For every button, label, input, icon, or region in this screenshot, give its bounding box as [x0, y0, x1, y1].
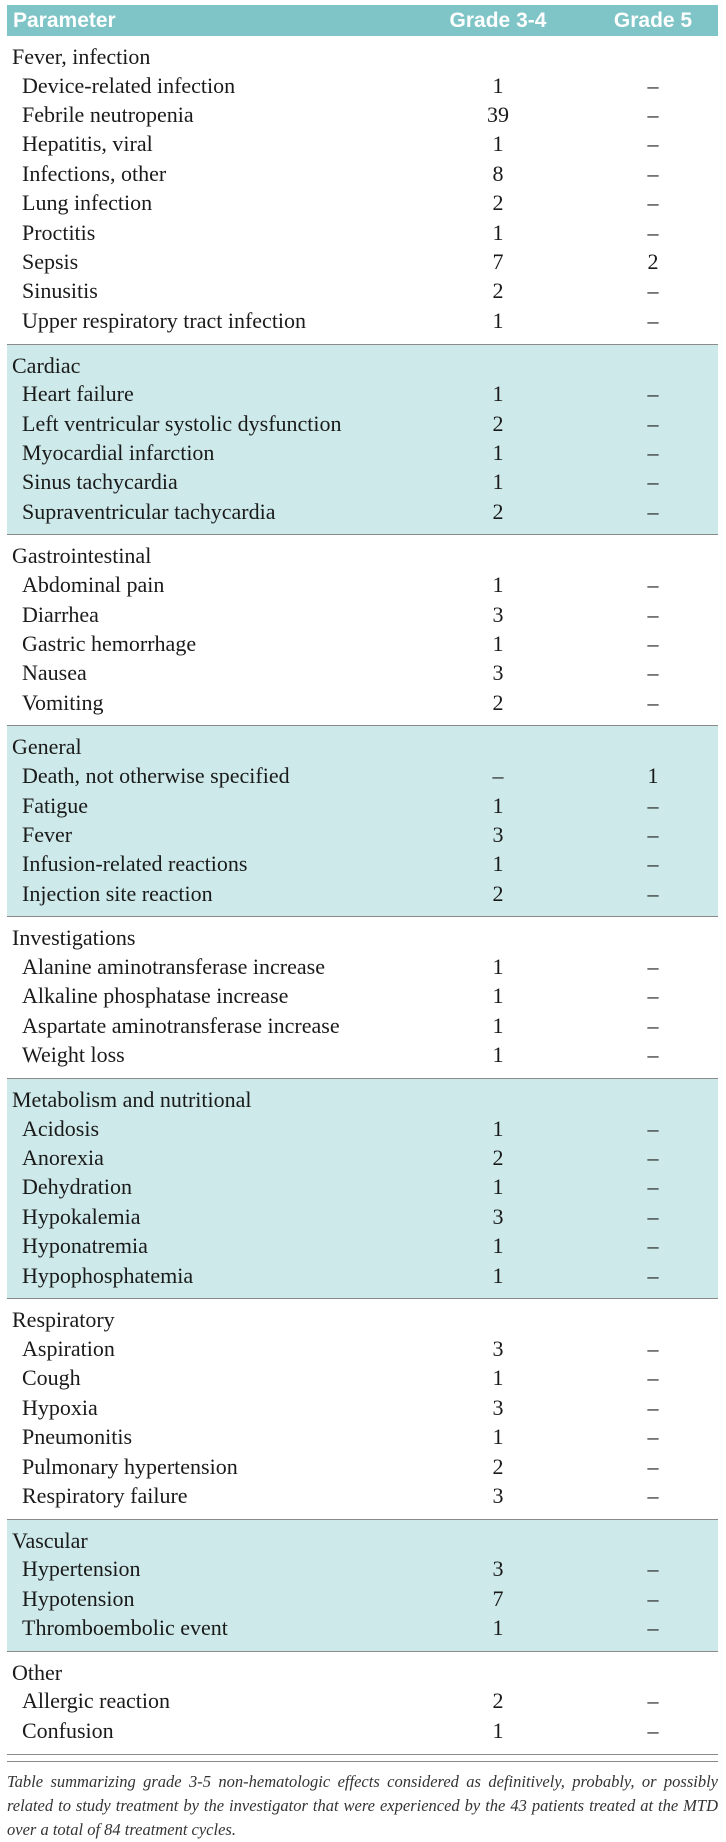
- grade-5-cell: –: [647, 1335, 659, 1361]
- table-row: [7, 570, 718, 599]
- table-row: [7, 1393, 718, 1422]
- table-row: [7, 761, 718, 790]
- parameter-cell: Device-related infection: [22, 72, 236, 98]
- adverse-events-table: [7, 0, 718, 1842]
- parameter-cell: Left ventricular systolic dysfunction: [22, 410, 342, 436]
- grade-5-cell: –: [647, 1556, 659, 1582]
- category-group: [7, 726, 718, 917]
- grade-3-4-cell: 1: [492, 1424, 504, 1450]
- grade-3-4-cell: 39: [487, 102, 509, 128]
- table-row: [7, 791, 718, 820]
- category-group: [7, 917, 718, 1079]
- grade-5-cell: –: [647, 102, 659, 128]
- category-group: [7, 1652, 718, 1755]
- table-row: [7, 247, 718, 276]
- parameter-cell: Supraventricular tachycardia: [22, 498, 276, 524]
- parameter-cell: Anorexia: [22, 1145, 104, 1171]
- category-title: Cardiac: [12, 352, 81, 378]
- parameter-cell: Sepsis: [22, 249, 79, 275]
- grade-3-4-cell: 1: [492, 469, 504, 495]
- parameter-cell: Pulmonary hypertension: [22, 1453, 238, 1479]
- grade-3-4-cell: 1: [492, 983, 504, 1009]
- table-row: [7, 982, 718, 1011]
- grade-3-4-cell: 2: [492, 689, 504, 715]
- grade-3-4-cell: 3: [492, 1556, 504, 1582]
- table-row: [7, 629, 718, 658]
- category-title: Investigations: [12, 925, 136, 951]
- grade-5-cell: –: [647, 630, 659, 656]
- table-row: [7, 306, 718, 335]
- grade-5-cell: –: [647, 880, 659, 906]
- table-row: [7, 688, 718, 717]
- grade-3-4-cell: 1: [492, 792, 504, 818]
- grade-3-4-cell: 2: [492, 410, 504, 436]
- category-title: Gastrointestinal: [12, 543, 152, 569]
- grade-5-cell: –: [647, 1365, 659, 1391]
- grade-5-cell: –: [647, 689, 659, 715]
- parameter-cell: Pneumonitis: [22, 1424, 133, 1450]
- grade-3-4-cell: –: [492, 763, 504, 789]
- grade-5-cell: –: [647, 1233, 659, 1259]
- parameter-cell: Fatigue: [22, 792, 88, 818]
- parameter-cell: Infections, other: [22, 160, 167, 186]
- table-row: [7, 1555, 718, 1584]
- parameter-cell: Myocardial infarction: [22, 439, 215, 465]
- parameter-cell: Hepatitis, viral: [22, 131, 153, 157]
- table-row: [7, 468, 718, 497]
- category-title: General: [12, 734, 82, 760]
- grade-5-cell: –: [647, 1145, 659, 1171]
- parameter-cell: Gastric hemorrhage: [22, 630, 197, 656]
- header-parameter: Parameter: [13, 8, 116, 32]
- table-row: [7, 1143, 718, 1172]
- grade-3-4-cell: 1: [492, 1262, 504, 1288]
- table-row: [7, 277, 718, 306]
- grade-5-cell: –: [647, 190, 659, 216]
- grade-3-4-cell: 8: [492, 160, 504, 186]
- table-row: [7, 659, 718, 688]
- grade-3-4-cell: 1: [492, 439, 504, 465]
- table-row: [7, 1364, 718, 1393]
- table-row: [7, 189, 718, 218]
- grade-3-4-cell: 1: [492, 630, 504, 656]
- parameter-cell: Hypoxia: [22, 1394, 98, 1420]
- category-group: [7, 1079, 718, 1299]
- parameter-cell: Hyponatremia: [22, 1233, 148, 1259]
- table-row: [7, 1173, 718, 1202]
- grade-3-4-cell: 3: [492, 1394, 504, 1420]
- grade-3-4-cell: 2: [492, 498, 504, 524]
- parameter-cell: Dehydration: [22, 1174, 132, 1200]
- grade-3-4-cell: 2: [492, 1145, 504, 1171]
- parameter-cell: Respiratory failure: [22, 1482, 188, 1508]
- grade-5-cell: –: [647, 131, 659, 157]
- grade-5-cell: –: [647, 954, 659, 980]
- parameter-cell: Infusion-related reactions: [22, 851, 248, 877]
- grade-5-cell: –: [647, 1042, 659, 1068]
- parameter-cell: Hypotension: [22, 1585, 135, 1611]
- table-body: [7, 36, 718, 1755]
- grade-3-4-cell: 1: [492, 851, 504, 877]
- grade-3-4-cell: 2: [492, 880, 504, 906]
- grade-5-cell: –: [647, 278, 659, 304]
- table-row: [7, 159, 718, 188]
- table-row: [7, 600, 718, 629]
- parameter-cell: Febrile neutropenia: [22, 102, 194, 128]
- grade-3-4-cell: 3: [492, 1335, 504, 1361]
- grade-5-cell: –: [647, 1115, 659, 1141]
- grade-3-4-cell: 2: [492, 190, 504, 216]
- parameter-cell: Heart failure: [22, 381, 134, 407]
- table-row: [7, 1041, 718, 1070]
- grade-5-cell: –: [647, 498, 659, 524]
- grade-3-4-cell: 1: [492, 1042, 504, 1068]
- grade-5-cell: –: [647, 1482, 659, 1508]
- grade-5-cell: –: [647, 660, 659, 686]
- grade-3-4-cell: 1: [492, 131, 504, 157]
- table-row: [7, 952, 718, 981]
- grade-5-cell: 1: [647, 763, 659, 789]
- grade-5-cell: –: [647, 1453, 659, 1479]
- table-row: [7, 1687, 718, 1716]
- category-title: Metabolism and nutritional: [12, 1086, 252, 1112]
- parameter-cell: Nausea: [22, 660, 87, 686]
- grade-5-cell: –: [647, 601, 659, 627]
- parameter-cell: Allergic reaction: [22, 1688, 171, 1714]
- category-group: [7, 535, 718, 726]
- category-title: Respiratory: [12, 1307, 115, 1333]
- table-row: [7, 1114, 718, 1143]
- table-row: [7, 409, 718, 438]
- table-row: [7, 380, 718, 409]
- grade-5-cell: –: [647, 1394, 659, 1420]
- category-group: [7, 36, 718, 345]
- grade-5-cell: –: [647, 469, 659, 495]
- parameter-cell: Abdominal pain: [22, 572, 165, 598]
- table-row: [7, 1452, 718, 1481]
- grade-5-cell: –: [647, 821, 659, 847]
- table-row: [7, 100, 718, 129]
- category-title: Other: [12, 1659, 63, 1685]
- grade-3-4-cell: 1: [492, 1365, 504, 1391]
- grade-5-cell: –: [647, 572, 659, 598]
- table-row: [7, 130, 718, 159]
- grade-3-4-cell: 7: [492, 1585, 504, 1611]
- grade-3-4-cell: 1: [492, 1717, 504, 1743]
- grade-5-cell: –: [647, 410, 659, 436]
- grade-3-4-cell: 1: [492, 1615, 504, 1641]
- grade-3-4-cell: 1: [492, 219, 504, 245]
- grade-5-cell: –: [647, 1012, 659, 1038]
- table-header: [7, 5, 718, 36]
- parameter-cell: Alkaline phosphatase increase: [22, 983, 289, 1009]
- table-caption: Table summarizing grade 3-5 non-hematologic effects considered as definitively, probably, or possibly related to study treatment by the investigator that were experienced by the 43 patients treated at the MTD over a total of 84 treatment cycles.: [7, 1761, 718, 1842]
- grade-5-cell: –: [647, 1585, 659, 1611]
- grade-3-4-cell: 2: [492, 1688, 504, 1714]
- parameter-cell: Aspartate aminotransferase increase: [22, 1012, 340, 1038]
- table-row: [7, 850, 718, 879]
- table-row: [7, 1011, 718, 1040]
- category-title: Fever, infection: [12, 44, 151, 69]
- grade-5-cell: –: [647, 851, 659, 877]
- parameter-cell: Hypophosphatemia: [22, 1262, 194, 1288]
- parameter-cell: Cough: [22, 1365, 81, 1391]
- grade-5-cell: –: [647, 307, 659, 333]
- table-row: [7, 1261, 718, 1290]
- table-row: [7, 1202, 718, 1231]
- grade-3-4-cell: 3: [492, 660, 504, 686]
- grade-5-cell: –: [647, 219, 659, 245]
- header-grade-3-4: Grade 3-4: [449, 8, 547, 32]
- parameter-cell: Upper respiratory tract infection: [22, 307, 307, 333]
- category-group: [7, 1299, 718, 1519]
- parameter-cell: Proctitis: [22, 219, 96, 245]
- table-row: [7, 438, 718, 467]
- grade-3-4-cell: 3: [492, 601, 504, 627]
- grade-3-4-cell: 1: [492, 72, 504, 98]
- table-row: [7, 1584, 718, 1613]
- grade-5-cell: –: [647, 1615, 659, 1641]
- table-row: [7, 820, 718, 849]
- grade-5-cell: –: [647, 381, 659, 407]
- grade-5-cell: –: [647, 160, 659, 186]
- category-group: [7, 1520, 718, 1652]
- parameter-cell: Sinusitis: [22, 278, 98, 304]
- grade-3-4-cell: 1: [492, 381, 504, 407]
- parameter-cell: Acidosis: [22, 1115, 99, 1141]
- parameter-cell: Alanine aminotransferase increase: [22, 954, 325, 980]
- grade-3-4-cell: 2: [492, 1453, 504, 1479]
- table-row: [7, 1232, 718, 1261]
- grade-5-cell: –: [647, 1424, 659, 1450]
- grade-5-cell: –: [647, 439, 659, 465]
- category-group: [7, 345, 718, 536]
- parameter-cell: Fever: [22, 821, 73, 847]
- grade-3-4-cell: 1: [492, 1233, 504, 1259]
- header-grade-5: Grade 5: [613, 8, 693, 32]
- parameter-cell: Diarrhea: [22, 601, 99, 627]
- grade-5-cell: –: [647, 1174, 659, 1200]
- grade-3-4-cell: 1: [492, 954, 504, 980]
- parameter-cell: Sinus tachycardia: [22, 469, 178, 495]
- parameter-cell: Thromboembolic event: [22, 1615, 228, 1641]
- grade-3-4-cell: 1: [492, 1012, 504, 1038]
- grade-3-4-cell: 2: [492, 278, 504, 304]
- parameter-cell: Aspiration: [22, 1335, 115, 1361]
- table-row: [7, 1481, 718, 1510]
- table-row: [7, 497, 718, 526]
- table-row: [7, 879, 718, 908]
- grade-5-cell: –: [647, 72, 659, 98]
- grade-3-4-cell: 7: [492, 249, 504, 275]
- parameter-cell: Injection site reaction: [22, 880, 213, 906]
- table-row: [7, 1334, 718, 1363]
- table-row: [7, 1716, 718, 1745]
- category-title: Vascular: [12, 1527, 88, 1553]
- grade-5-cell: –: [647, 792, 659, 818]
- table-row: [7, 71, 718, 100]
- grade-5-cell: –: [647, 1688, 659, 1714]
- grade-5-cell: –: [647, 1203, 659, 1229]
- grade-5-cell: –: [647, 983, 659, 1009]
- grade-3-4-cell: 3: [492, 1482, 504, 1508]
- parameter-cell: Confusion: [22, 1717, 114, 1743]
- grade-5-cell: 2: [647, 249, 659, 275]
- grade-3-4-cell: 1: [492, 307, 504, 333]
- grade-3-4-cell: 1: [492, 572, 504, 598]
- parameter-cell: Vomiting: [22, 689, 104, 715]
- parameter-cell: Hypertension: [22, 1556, 141, 1582]
- grade-5-cell: –: [647, 1262, 659, 1288]
- parameter-cell: Death, not otherwise specified: [22, 763, 290, 789]
- grade-5-cell: –: [647, 1717, 659, 1743]
- parameter-cell: Weight loss: [22, 1042, 125, 1068]
- table-row: [7, 1613, 718, 1642]
- table-row: [7, 1422, 718, 1451]
- parameter-cell: Hypokalemia: [22, 1203, 141, 1229]
- table-row: [7, 218, 718, 247]
- grade-3-4-cell: 1: [492, 1174, 504, 1200]
- grade-3-4-cell: 3: [492, 821, 504, 847]
- grade-3-4-cell: 1: [492, 1115, 504, 1141]
- grade-3-4-cell: 3: [492, 1203, 504, 1229]
- parameter-cell: Lung infection: [22, 190, 153, 216]
